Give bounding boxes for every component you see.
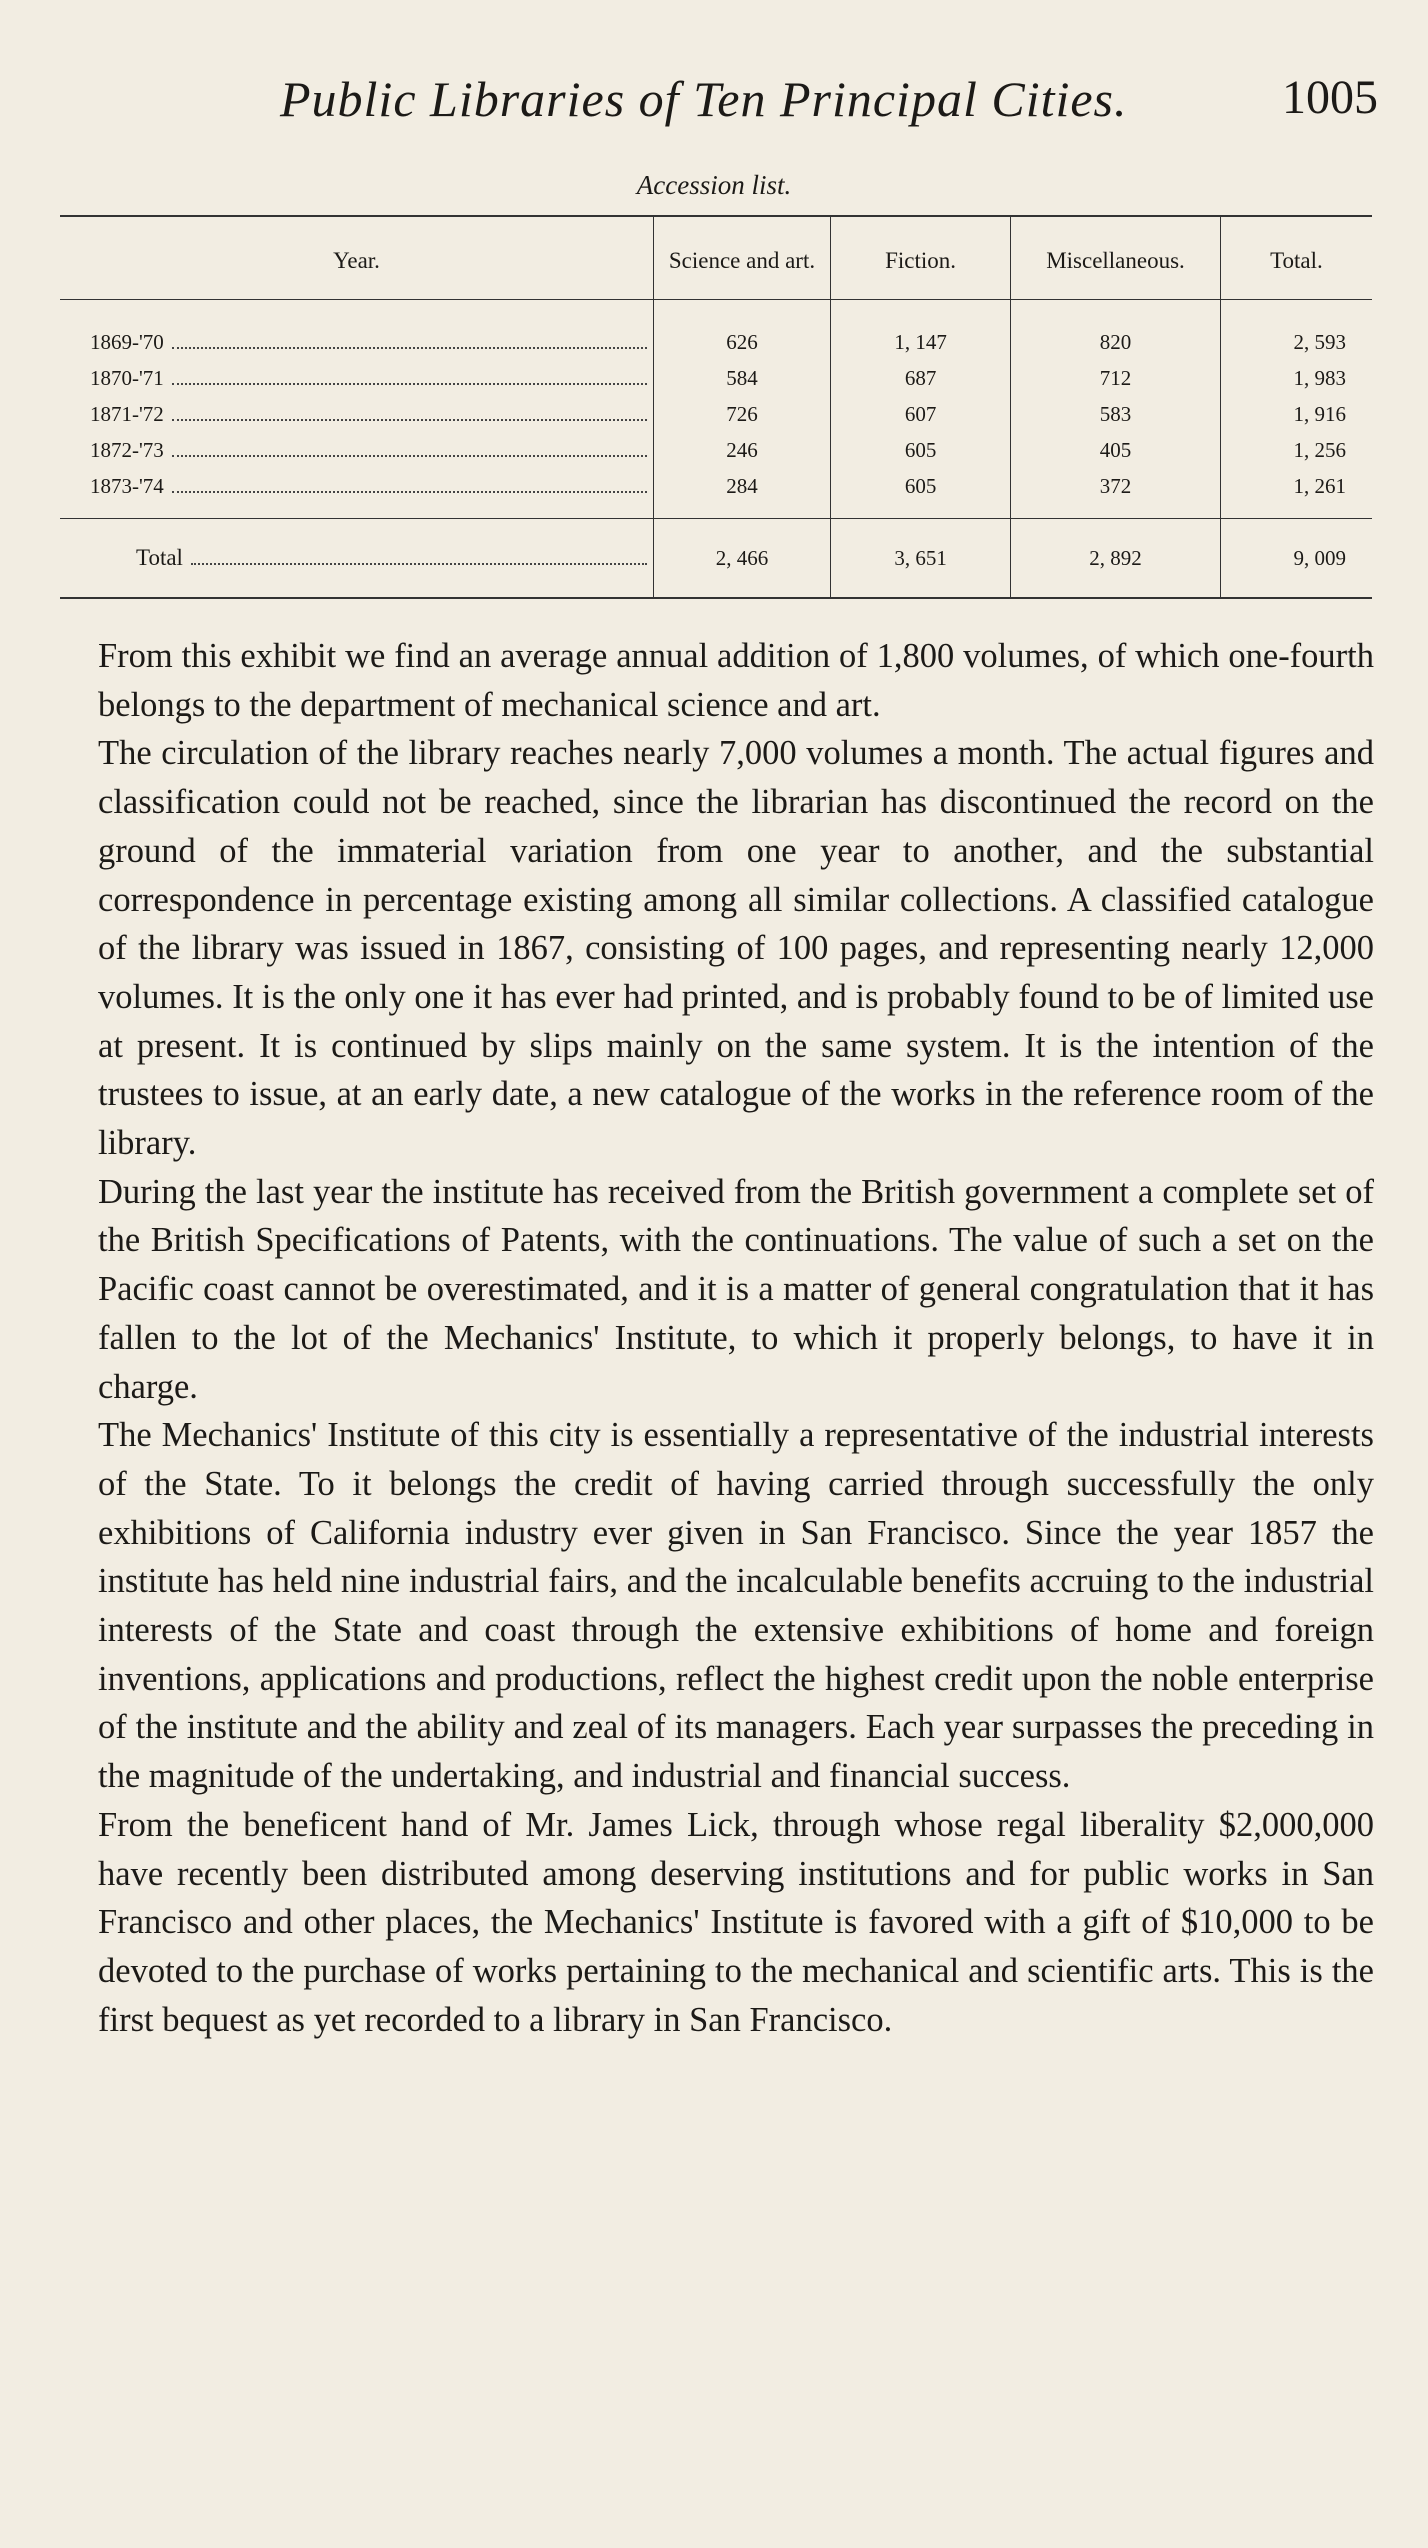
science-art-cell: 726 bbox=[654, 396, 831, 432]
table-row bbox=[60, 360, 1372, 396]
table-row bbox=[60, 468, 1372, 519]
column-header-total: Total. bbox=[1220, 216, 1372, 300]
science-art-cell: 626 bbox=[654, 300, 831, 361]
fiction-total: 3, 651 bbox=[830, 519, 1010, 599]
misc-cell: 712 bbox=[1011, 360, 1221, 396]
page-header bbox=[280, 70, 1378, 140]
body-text bbox=[98, 632, 1374, 2044]
misc-cell: 405 bbox=[1011, 432, 1221, 468]
year-label: 1873-'74 bbox=[90, 473, 164, 498]
year-label: 1871-'72 bbox=[90, 401, 164, 426]
total-label: Total bbox=[136, 545, 183, 570]
science-art-total: 2, 466 bbox=[654, 519, 831, 599]
column-header-science-art: Science and art. bbox=[654, 216, 831, 300]
year-cell bbox=[60, 468, 654, 519]
fiction-cell: 1, 147 bbox=[830, 300, 1010, 361]
science-art-cell: 584 bbox=[654, 360, 831, 396]
science-art-cell: 246 bbox=[654, 432, 831, 468]
total-label-cell bbox=[60, 519, 654, 599]
misc-cell: 820 bbox=[1011, 300, 1221, 361]
year-cell bbox=[60, 300, 654, 361]
year-cell bbox=[60, 396, 654, 432]
column-header-fiction: Fiction. bbox=[830, 216, 1010, 300]
fiction-cell: 607 bbox=[830, 396, 1010, 432]
year-label: 1869-'70 bbox=[90, 329, 164, 354]
column-header-year: Year. bbox=[60, 216, 654, 300]
fiction-cell: 687 bbox=[830, 360, 1010, 396]
table-row bbox=[60, 300, 1372, 361]
misc-cell: 583 bbox=[1011, 396, 1221, 432]
total-cell: 1, 983 bbox=[1293, 365, 1346, 390]
year-label: 1870-'71 bbox=[90, 365, 164, 390]
total-cell: 1, 261 bbox=[1293, 473, 1346, 498]
paragraph: During the last year the institute has received from the British government a complete set of the British Specifications of Patents, with the continuations. The value of such a set on the Pacific coast cannot be overestimated, and it is a matter of general congratulation that it has fallen to the lot of the Mechanics' Institute, to which it properly belongs, to have it in charge. bbox=[98, 1172, 1374, 1406]
total-cell: 2, 593 bbox=[1293, 329, 1346, 354]
year-cell bbox=[60, 360, 654, 396]
total-cell: 1, 256 bbox=[1293, 437, 1346, 462]
running-title: Public Libraries of Ten Principal Cities. bbox=[280, 71, 1128, 127]
accession-table bbox=[60, 215, 1372, 599]
paragraph: From the beneficent hand of Mr. James Lick, through whose regal liberality $2,000,000 have recently been distributed among deserving institutions and for public works in San Francisco and other places, the Mechanics' Institute is favored with a gift of $10,000 to be devoted to the purchase of works pertaining to the mechanical and scientific arts. This is the first bequest as yet recorded to a library in San Francisco. bbox=[98, 1805, 1374, 2039]
column-header-miscellaneous: Miscellaneous. bbox=[1011, 216, 1221, 300]
misc-total: 2, 892 bbox=[1011, 519, 1221, 599]
table-row bbox=[60, 432, 1372, 468]
page-number: 1005 bbox=[1282, 71, 1378, 124]
year-label: 1872-'73 bbox=[90, 437, 164, 462]
paragraph: From this exhibit we find an average annual addition of 1,800 volumes, of which one-fourth belongs to the department of mechanical science and art. bbox=[98, 637, 1374, 724]
table-total-row bbox=[60, 519, 1372, 599]
total-cell: 1, 916 bbox=[1293, 401, 1346, 426]
paragraph: The Mechanics' Institute of this city is essentially a representative of the industrial interests of the State. To it belongs the credit of having carried through successfully the only exhibitions of California industry ever given in San Francisco. Since the year 1857 the institute has held nine industrial fairs, and the incalculable benefits accruing to the industrial interests of the State and coast through the extensive exhibitions of home and foreign inventions, applications and productions, reflect the highest credit upon the noble enterprise of the institute and the ability and zeal of its managers. Each year surpasses the preceding in the magnitude of the undertaking, and industrial and financial success. bbox=[98, 1416, 1374, 1796]
misc-cell: 372 bbox=[1011, 468, 1221, 519]
fiction-cell: 605 bbox=[830, 468, 1010, 519]
year-cell bbox=[60, 432, 654, 468]
table-header-row bbox=[60, 216, 1372, 300]
paragraph: The circulation of the library reaches nearly 7,000 volumes a month. The actual figures and classification could not be reached, since the librarian has discontinued the record on the ground of the immaterial variation from one year to another, and the substantial correspondence in percentage existing among all similar collections. A classified catalogue of the library was issued in 1867, consisting of 100 pages, and representing nearly 12,000 volumes. It is the only one it has ever had printed, and is probably found to be of limited use at present. It is continued by slips mainly on the same system. It is the intention of the trustees to issue, at an early date, a new catalogue of the works in the reference room of the library. bbox=[98, 734, 1374, 1163]
table-caption: Accession list. bbox=[636, 170, 792, 200]
table-row bbox=[60, 396, 1372, 432]
grand-total: 9, 009 bbox=[1220, 519, 1372, 599]
science-art-cell: 284 bbox=[654, 468, 831, 519]
fiction-cell: 605 bbox=[830, 432, 1010, 468]
